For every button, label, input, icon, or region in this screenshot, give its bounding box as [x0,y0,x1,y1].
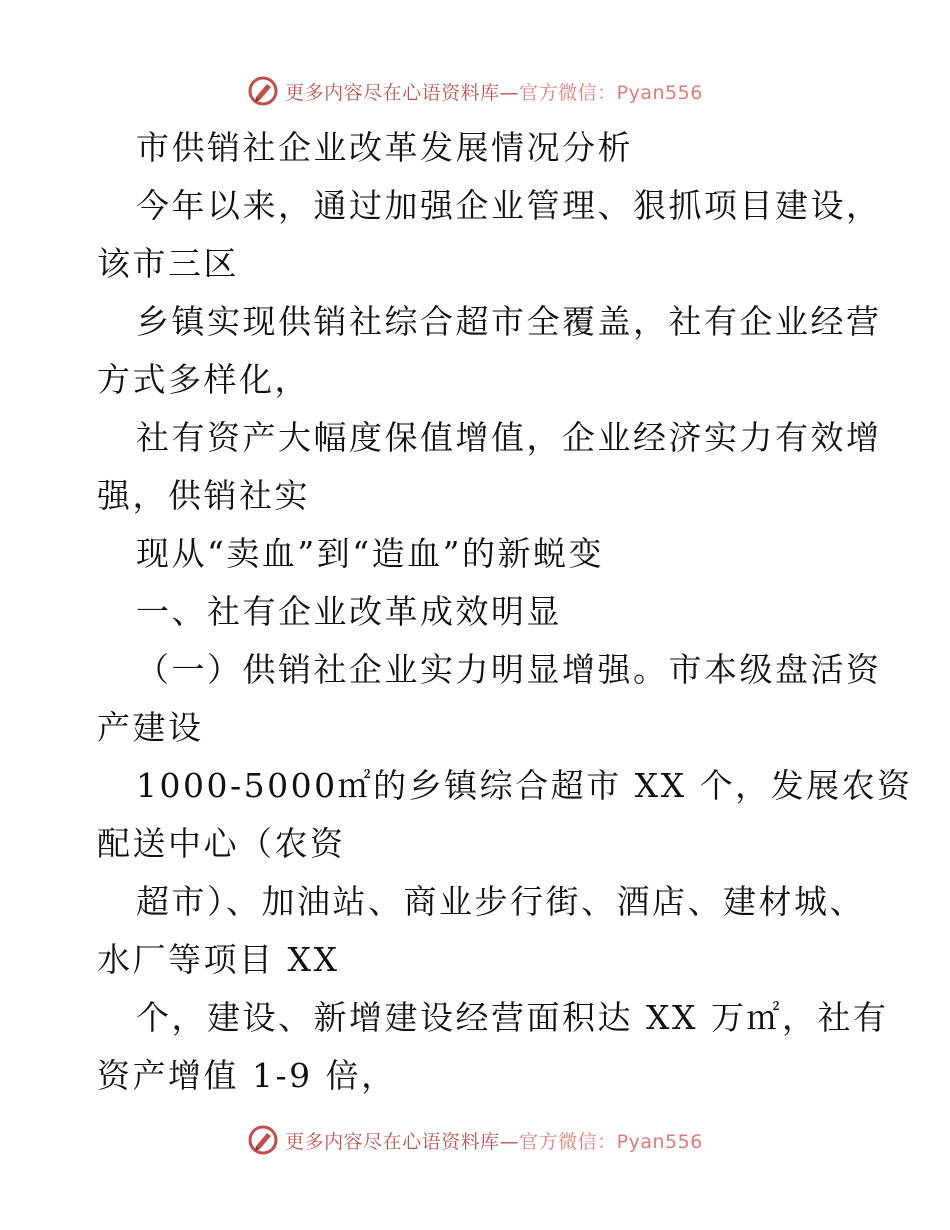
paragraph-line: 水厂等项目 XX [97,940,340,979]
pen-circle-logo-icon [247,75,279,107]
paragraph-line: 产建设 [97,708,204,747]
banner-text: 更多内容尽在心语资料库—官方微信：Pyan556 [285,81,703,104]
paragraph-line: 配送中心（农资 [97,824,346,863]
header-banner [0,74,950,108]
paragraph-line: 社有资产大幅度保值增值，企业经济实力有效增 [136,418,882,457]
paragraph-line: 乡镇实现供销社综合超市全覆盖，社有企业经营 [136,302,882,341]
pen-circle-logo-icon [247,1124,279,1156]
footer-banner [0,1123,950,1157]
paragraph-line: 个，建设、新增建设经营面积达 XX 万㎡，社有 [136,998,889,1037]
paragraph-line: 方式多样化， [97,360,310,399]
paragraph-line: （一）供销社企业实力明显增强。市本级盘活资 [136,650,882,689]
section-heading: 一、社有企业改革成效明显 [136,592,562,631]
banner-text: 更多内容尽在心语资料库—官方微信：Pyan556 [285,1130,703,1153]
paragraph-line: 超市）、加油站、商业步行街、酒店、建材城、 [136,882,865,921]
paragraph-line: 今年以来，通过加强企业管理、狠抓项目建设， [136,186,882,225]
paragraph-line: 现从“卖血”到“造血”的新蜕变 [136,534,604,573]
document-title: 市供销社企业改革发展情况分析 [136,128,633,167]
paragraph-line: 资产增值 1-9 倍， [97,1056,397,1095]
paragraph-line: 该市三区 [97,244,239,283]
paragraph-line: 强，供销社实 [97,476,310,515]
paragraph-line: 1000-5000㎡的乡镇综合超市 XX 个，发展农资 [136,766,913,805]
